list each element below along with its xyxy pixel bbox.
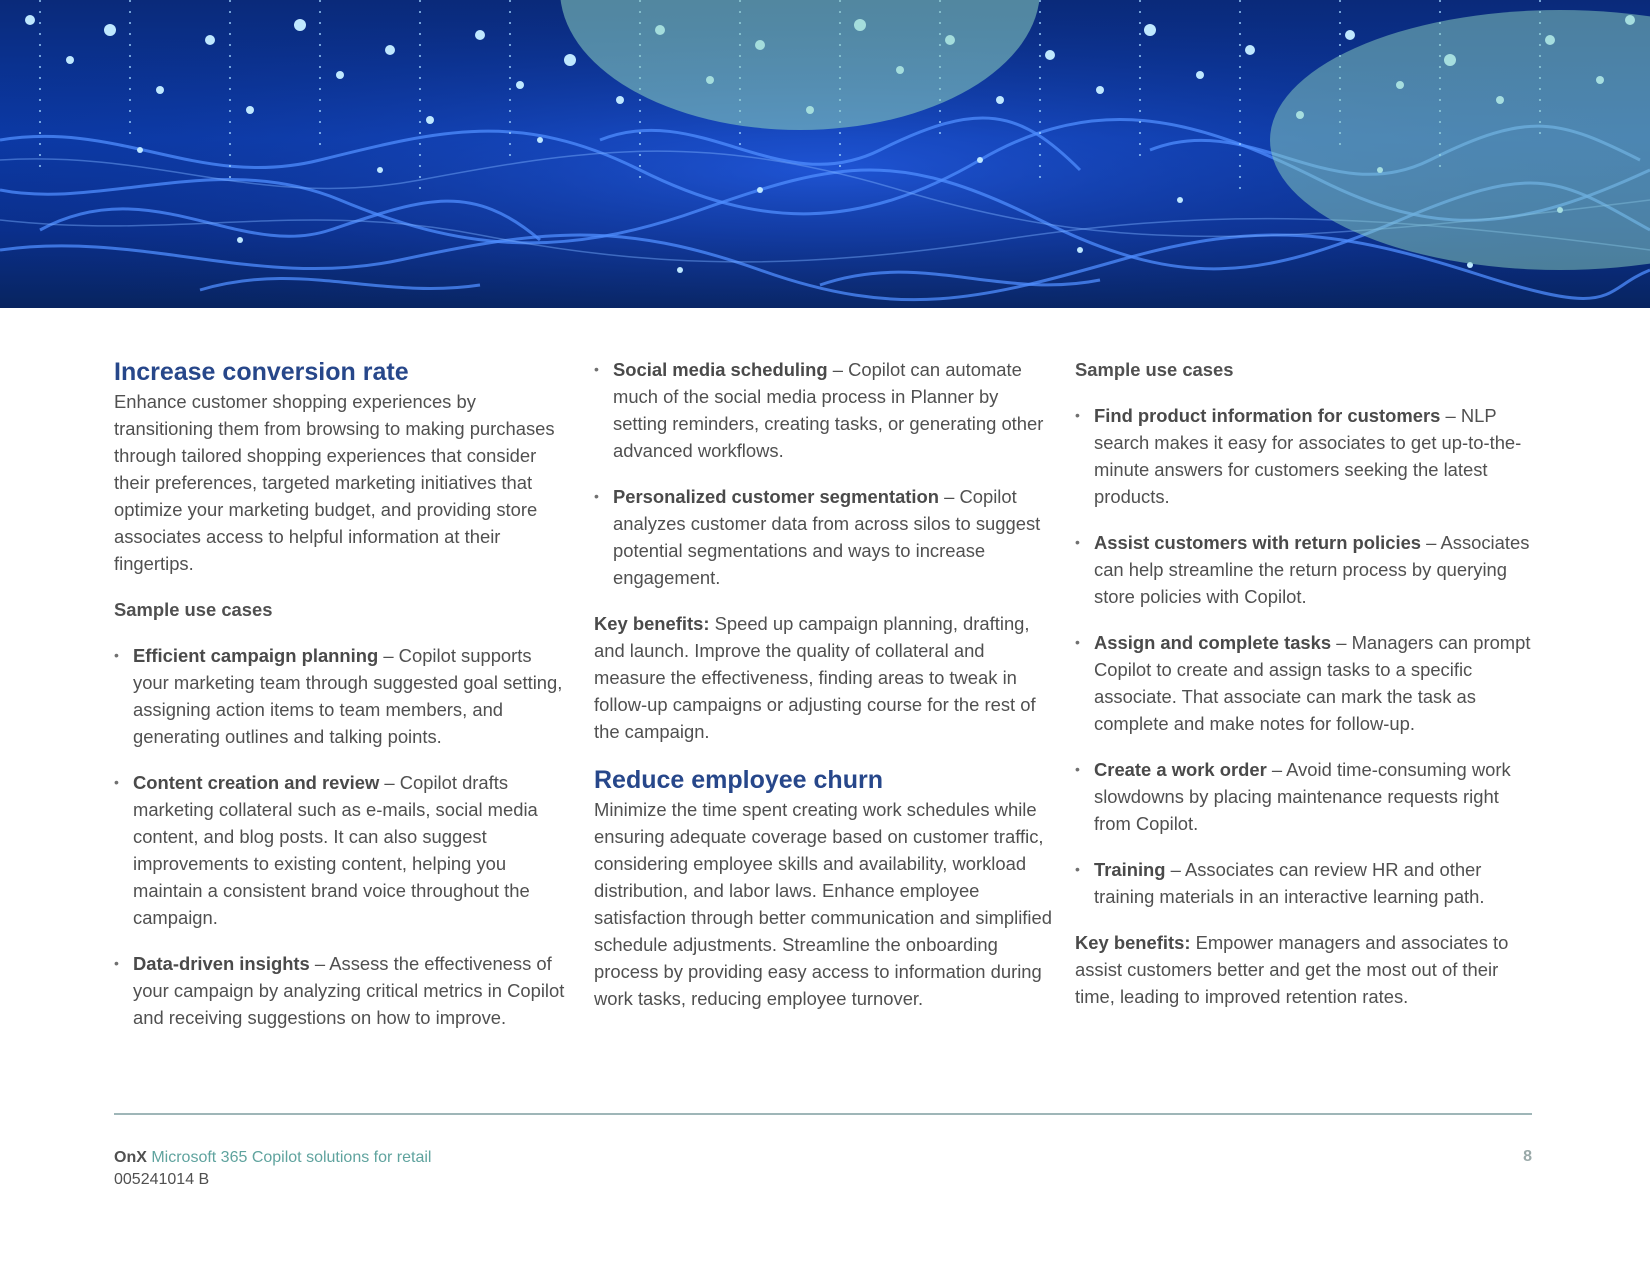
use-case-list-conversion	[114, 642, 572, 1031]
list-item	[1075, 529, 1535, 610]
list-item-title: Efficient campaign planning	[133, 645, 379, 666]
list-item-text: – Copilot analyzes customer data from across silos to suggest potential segmentations and ways to increase engagement.	[613, 486, 1041, 588]
page-number: 8	[1523, 1148, 1532, 1165]
list-item-text: – Avoid time-consuming work slowdowns by placing maintenance requests right from Copilot.	[1094, 759, 1511, 834]
footer-brand: OnX	[114, 1149, 147, 1166]
list-item	[1075, 402, 1535, 510]
column-right	[1075, 356, 1535, 1029]
sample-use-cases-label: Sample use cases	[114, 599, 273, 620]
footer-document-code: 005241014 B	[114, 1171, 210, 1188]
use-case-list-churn	[1075, 402, 1535, 910]
list-item	[594, 356, 1054, 464]
key-benefits-label: Key benefits:	[1075, 932, 1191, 953]
section-heading-conversion: Increase conversion rate	[114, 358, 409, 386]
list-item	[1075, 756, 1535, 837]
list-item-title: Data-driven insights	[133, 953, 310, 974]
list-item-title: Assign and complete tasks	[1094, 632, 1332, 653]
sample-use-cases-label: Sample use cases	[1075, 359, 1234, 380]
list-item-text: – Associates can review HR and other training materials in an interactive learning path.	[1094, 859, 1485, 907]
list-item	[114, 950, 572, 1031]
list-item-text: – Assess the effectiveness of your campaign by analyzing critical metrics in Copilot and receiving suggestions on how to improve.	[133, 953, 565, 1028]
list-item-text: – Managers can prompt Copilot to create and assign tasks to a specific associate. That associate can mark the task as complete and make notes for follow-up.	[1094, 632, 1531, 734]
key-benefits-churn	[1075, 929, 1535, 1010]
section-heading-churn: Reduce employee churn	[594, 766, 883, 794]
section-intro-conversion: Enhance customer shopping experiences by transitioning them from browsing to making purchases through tailored shopping experiences that consider their preferences, targeted marketing initiatives that optimize your marketing budget, and providing store associates access to helpful information at their fingertips.	[114, 391, 555, 574]
footer-divider	[114, 1113, 1532, 1115]
list-item	[1075, 856, 1535, 910]
hero-banner-image	[0, 0, 1650, 308]
column-middle	[594, 356, 1054, 1031]
key-benefits-label: Key benefits:	[594, 613, 710, 634]
list-item-text: – Copilot supports your marketing team through suggested goal setting, assigning action items to team members, and generating outlines and talking points.	[133, 645, 563, 747]
list-item	[114, 642, 572, 750]
key-benefits-text: Speed up campaign planning, drafting, and launch. Improve the quality of collateral and measure the effectiveness, finding areas to tweak in follow-up campaigns or adjusting course for the rest of the campaign.	[594, 613, 1036, 742]
footer-document-title: Microsoft 365 Copilot solutions for retail	[146, 1149, 432, 1166]
list-item-text: – Copilot drafts marketing collateral such as e-mails, social media content, and blog posts. It can also suggest improvements to existing content, helping you maintain a consistent brand voice throughout the campaign.	[133, 772, 538, 928]
list-item-title: Content creation and review	[133, 772, 380, 793]
list-item	[114, 769, 572, 931]
list-item-title: Find product information for customers	[1094, 405, 1441, 426]
key-benefits-text: Empower managers and associates to assist customers better and get the most out of their time, leading to improved retention rates.	[1075, 932, 1509, 1007]
column-left	[114, 352, 572, 1050]
list-item-title: Personalized customer segmentation	[613, 486, 940, 507]
list-item	[594, 483, 1054, 591]
list-item-text: – Copilot can automate much of the social media process in Planner by setting reminders, creating tasks, or generating other advanced workflows.	[613, 359, 1044, 461]
key-benefits-conversion	[594, 610, 1054, 745]
list-item-text: – NLP search makes it easy for associates to get up-to-the-minute answers for customers seeking the latest products.	[1094, 405, 1522, 507]
list-item-text: – Associates can help streamline the return process by querying store policies with Copilot.	[1094, 532, 1530, 607]
list-item-title: Social media scheduling	[613, 359, 828, 380]
hero-digital-network-graphic	[0, 0, 1650, 308]
list-item-title: Training	[1094, 859, 1166, 880]
section-intro-churn: Minimize the time spent creating work schedules while ensuring adequate coverage based on customer traffic, considering employee skills and availability, workload distribution, and labor laws. Enhance employee satisfaction through better communication and simplified schedule adjustments. Streamline the onboarding process by providing easy access to information during work tasks, reducing employee turnover.	[594, 799, 1052, 1009]
footer-brand-line	[114, 1148, 431, 1168]
use-case-list-conversion-continued	[594, 356, 1054, 591]
list-item-title: Assist customers with return policies	[1094, 532, 1422, 553]
list-item	[1075, 629, 1535, 737]
list-item-title: Create a work order	[1094, 759, 1267, 780]
